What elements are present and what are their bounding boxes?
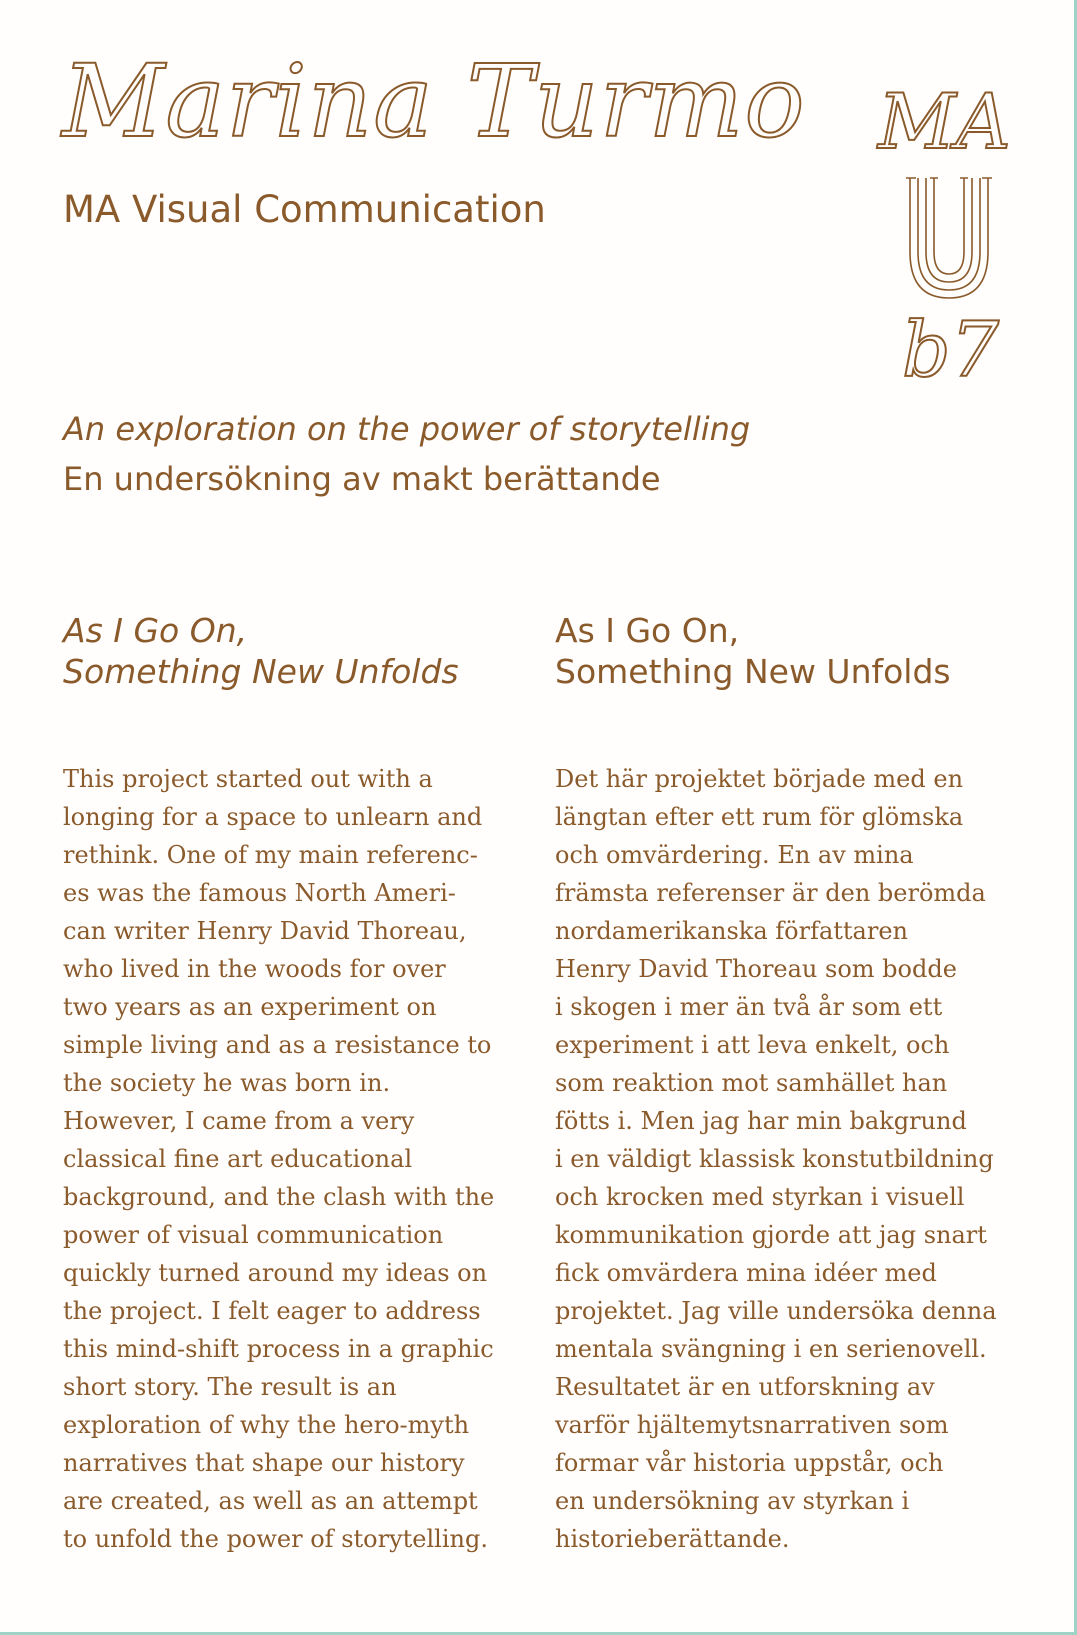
body-line: background, and the clash with the — [63, 1183, 495, 1211]
heading-line: As I Go On, — [555, 611, 740, 650]
heading-line: Something New Unfolds — [63, 652, 459, 691]
body-line: historieberättande. — [555, 1525, 790, 1553]
body-line: i skogen i mer än två år som ett — [555, 993, 943, 1021]
english-column — [63, 610, 513, 1553]
body-line: short story. The result is an — [63, 1373, 397, 1401]
body-line: narratives that shape our history — [63, 1449, 465, 1477]
body-line: som reaktion mot samhället han — [555, 1069, 948, 1097]
body-line: fötts i. Men jag har min bakgrund — [555, 1107, 967, 1135]
swedish-heading — [555, 610, 1005, 692]
body-line: experiment i att leva enkelt, och — [555, 1031, 950, 1059]
body-line: can writer Henry David Thoreau, — [63, 917, 467, 945]
body-line: och krocken med styrkan i visuell — [555, 1183, 965, 1211]
body-line: kommunikation gjorde att jag snart — [555, 1221, 987, 1249]
body-line: quickly turned around my ideas on — [63, 1259, 488, 1287]
body-line: However, I came from a very — [63, 1107, 415, 1135]
body-line: fick omvärdera mina idéer med — [555, 1259, 937, 1287]
body-line: formar vår historia uppstår, och — [555, 1449, 944, 1477]
body-line: classical fine art educational — [63, 1145, 413, 1173]
ma-ub7-logo — [878, 77, 1018, 394]
body-line: to unfold the power of storytelling. — [63, 1525, 488, 1553]
english-body — [63, 760, 513, 1558]
body-line: och omvärdering. En av mina — [555, 841, 914, 869]
body-line: nordamerikanska författaren — [555, 917, 908, 945]
body-line: are created, as well as an attempt — [63, 1487, 478, 1515]
body-line: varför hjältemytsnarrativen som — [555, 1411, 949, 1439]
body-line: Det här projektet började med en — [555, 765, 964, 793]
body-line: i en väldigt klassisk konstutbildning — [555, 1145, 994, 1173]
subtitle-swedish: En undersökning av makt berättande — [63, 460, 661, 498]
subtitle-english: An exploration on the power of storytelling — [63, 410, 751, 448]
body-line: power of visual communication — [63, 1221, 444, 1249]
body-line: längtan efter ett rum för glömska — [555, 803, 964, 831]
body-line: främsta referenser är den berömda — [555, 879, 986, 907]
body-line: this mind-shift process in a graphic — [63, 1335, 494, 1363]
body-line: two years as an experiment on — [63, 993, 437, 1021]
body-line: who lived in the woods for over — [63, 955, 446, 983]
body-line: longing for a space to unlearn and — [63, 803, 483, 831]
program-title: MA Visual Communication — [63, 188, 546, 231]
body-line: rethink. One of my main referenc- — [63, 841, 478, 869]
heading-line: As I Go On, — [63, 611, 248, 650]
swedish-column — [555, 610, 1005, 1553]
body-line: the society he was born in. — [63, 1069, 391, 1097]
english-heading — [63, 610, 513, 692]
body-line: This project started out with a — [63, 765, 433, 793]
body-line: en undersökning av styrkan i — [555, 1487, 910, 1515]
body-line: projektet. Jag ville undersöka denna — [555, 1297, 997, 1325]
author-name: Marina Turmo — [62, 43, 806, 160]
logo-ma-text: MA — [878, 77, 1011, 166]
body-line: simple living and as a resistance to — [63, 1031, 492, 1059]
body-line: Henry David Thoreau som bodde — [555, 955, 957, 983]
swedish-body — [555, 760, 1005, 1558]
body-line: exploration of why the hero-myth — [63, 1411, 470, 1439]
u-outline-icon — [904, 174, 994, 304]
body-line: es was the famous North Ameri- — [63, 879, 456, 907]
body-line: Resultatet är en utforskning av — [555, 1373, 935, 1401]
logo-b7-text: b7 — [902, 305, 1000, 394]
body-line: the project. I felt eager to address — [63, 1297, 481, 1325]
heading-line: Something New Unfolds — [555, 652, 951, 691]
body-line: mentala svängning i en serienovell. — [555, 1335, 987, 1363]
